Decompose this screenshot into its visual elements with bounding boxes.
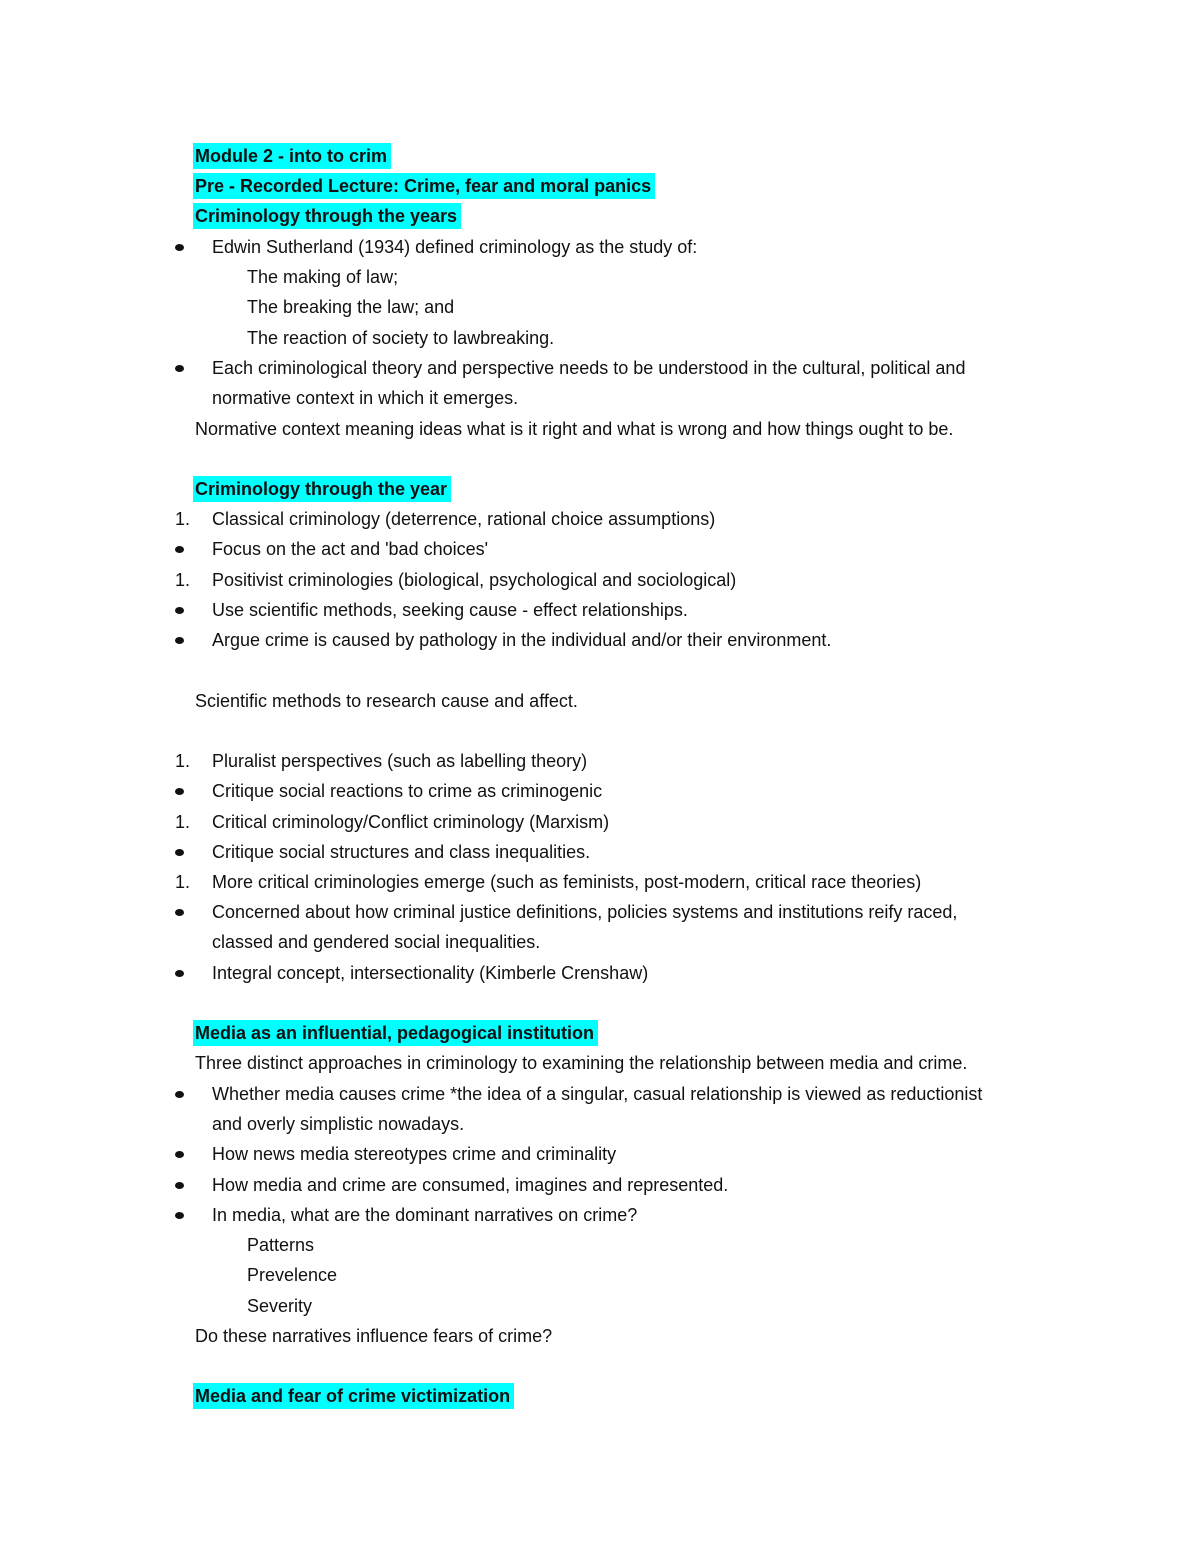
paragraph-text: Three distinct approaches in criminology to examining the relationship between media and crime. xyxy=(195,1053,968,1073)
list-item-text: and overly simplistic nowadays. xyxy=(212,1114,465,1134)
bullet-icon xyxy=(175,1182,184,1189)
bullet-icon xyxy=(175,849,184,856)
paragraph xyxy=(0,686,1200,716)
list-number: 1. xyxy=(175,872,191,892)
bullet-icon xyxy=(175,788,184,795)
list-item-continuation xyxy=(0,927,1200,957)
numbered-item xyxy=(0,867,1200,897)
sub-item-text: The making of law; xyxy=(247,267,399,287)
lecture-heading: Pre - Recorded Lecture: Crime, fear and moral panics xyxy=(193,173,655,199)
list-item-text: Pluralist perspectives (such as labelling theory) xyxy=(212,751,588,771)
list-number: 1. xyxy=(175,509,191,529)
list-item-continuation xyxy=(0,1109,1200,1139)
list-item-text: normative context in which it emerges. xyxy=(212,388,519,408)
paragraph xyxy=(0,1048,1200,1078)
module-heading-line xyxy=(0,141,1200,171)
section-heading-media-institution: Media as an influential, pedagogical institution xyxy=(193,1020,598,1046)
sub-item-text: The reaction of society to lawbreaking. xyxy=(247,328,555,348)
list-item-text: Critical criminology/Conflict criminology (Marxism) xyxy=(212,812,610,832)
list-item xyxy=(0,837,1200,867)
list-item-text: How news media stereotypes crime and criminality xyxy=(212,1144,617,1164)
lecture-heading-line xyxy=(0,171,1200,201)
bullet-icon xyxy=(175,970,184,977)
numbered-item xyxy=(0,807,1200,837)
bullet-icon xyxy=(175,244,184,251)
sub-item xyxy=(0,262,1200,292)
list-item-text: Edwin Sutherland (1934) defined criminology as the study of: xyxy=(212,237,698,257)
section-heading-line xyxy=(0,1018,1200,1048)
sub-item xyxy=(0,1260,1200,1290)
list-number: 1. xyxy=(175,751,191,771)
list-item xyxy=(0,897,1200,927)
paragraph xyxy=(0,1321,1200,1351)
bullet-icon xyxy=(175,1212,184,1219)
paragraph-text: Do these narratives influence fears of crime? xyxy=(195,1326,553,1346)
list-item xyxy=(0,595,1200,625)
list-item-text: classed and gendered social inequalities. xyxy=(212,932,541,952)
list-item xyxy=(0,232,1200,262)
list-item-text: Critique social structures and class inequalities. xyxy=(212,842,591,862)
list-item-continuation xyxy=(0,383,1200,413)
paragraph-text: Normative context meaning ideas what is it right and what is wrong and how things ought to be. xyxy=(195,419,954,439)
list-item-text: In media, what are the dominant narratives on crime? xyxy=(212,1205,638,1225)
list-item-text: Positivist criminologies (biological, psychological and sociological) xyxy=(212,570,737,590)
paragraph xyxy=(0,414,1200,444)
section-heading-line xyxy=(0,201,1200,231)
list-item-text: More critical criminologies emerge (such as feminists, post-modern, critical race theories) xyxy=(212,872,922,892)
section-heading-years: Criminology through the years xyxy=(193,203,461,229)
sub-item-text: Prevelence xyxy=(247,1265,338,1285)
section-heading-line xyxy=(0,474,1200,504)
list-item xyxy=(0,1200,1200,1230)
sub-item-text: Severity xyxy=(247,1296,313,1316)
list-item-text: Integral concept, intersectionality (Kimberle Crenshaw) xyxy=(212,963,649,983)
section-heading-year: Criminology through the year xyxy=(193,476,451,502)
numbered-item xyxy=(0,504,1200,534)
list-item xyxy=(0,1079,1200,1109)
sub-item xyxy=(0,1230,1200,1260)
list-item xyxy=(0,776,1200,806)
bullet-icon xyxy=(175,365,184,372)
list-item-text: Argue crime is caused by pathology in the individual and/or their environment. xyxy=(212,630,832,650)
list-item xyxy=(0,958,1200,988)
bullet-icon xyxy=(175,1091,184,1098)
list-item xyxy=(0,1170,1200,1200)
bullet-icon xyxy=(175,607,184,614)
list-item-text: Classical criminology (deterrence, rational choice assumptions) xyxy=(212,509,716,529)
module-heading: Module 2 - into to crim xyxy=(193,143,391,169)
list-item-text: Whether media causes crime *the idea of a singular, casual relationship is viewed as reductionist xyxy=(212,1084,983,1104)
section-heading-line xyxy=(0,1381,1200,1411)
numbered-item xyxy=(0,746,1200,776)
section-heading-media-fear: Media and fear of crime victimization xyxy=(193,1383,514,1409)
bullet-icon xyxy=(175,546,184,553)
list-item-text: Each criminological theory and perspective needs to be understood in the cultural, political and xyxy=(212,358,966,378)
sub-item xyxy=(0,292,1200,322)
list-item xyxy=(0,534,1200,564)
sub-item xyxy=(0,1291,1200,1321)
bullet-icon xyxy=(175,637,184,644)
list-item-text: How media and crime are consumed, imagines and represented. xyxy=(212,1175,729,1195)
list-item xyxy=(0,353,1200,383)
sub-item-text: Patterns xyxy=(247,1235,315,1255)
sub-item-text: The breaking the law; and xyxy=(247,297,455,317)
sub-item xyxy=(0,323,1200,353)
paragraph-text: Scientific methods to research cause and affect. xyxy=(195,691,578,711)
list-item-text: Critique social reactions to crime as criminogenic xyxy=(212,781,603,801)
list-number: 1. xyxy=(175,570,191,590)
list-item xyxy=(0,625,1200,655)
numbered-item xyxy=(0,565,1200,595)
list-item-text: Use scientific methods, seeking cause - effect relationships. xyxy=(212,600,688,620)
list-item xyxy=(0,1139,1200,1169)
bullet-icon xyxy=(175,909,184,916)
list-number: 1. xyxy=(175,812,191,832)
bullet-icon xyxy=(175,1151,184,1158)
list-item-text: Focus on the act and 'bad choices' xyxy=(212,539,489,559)
list-item-text: Concerned about how criminal justice definitions, policies systems and institutions reify raced, xyxy=(212,902,958,922)
